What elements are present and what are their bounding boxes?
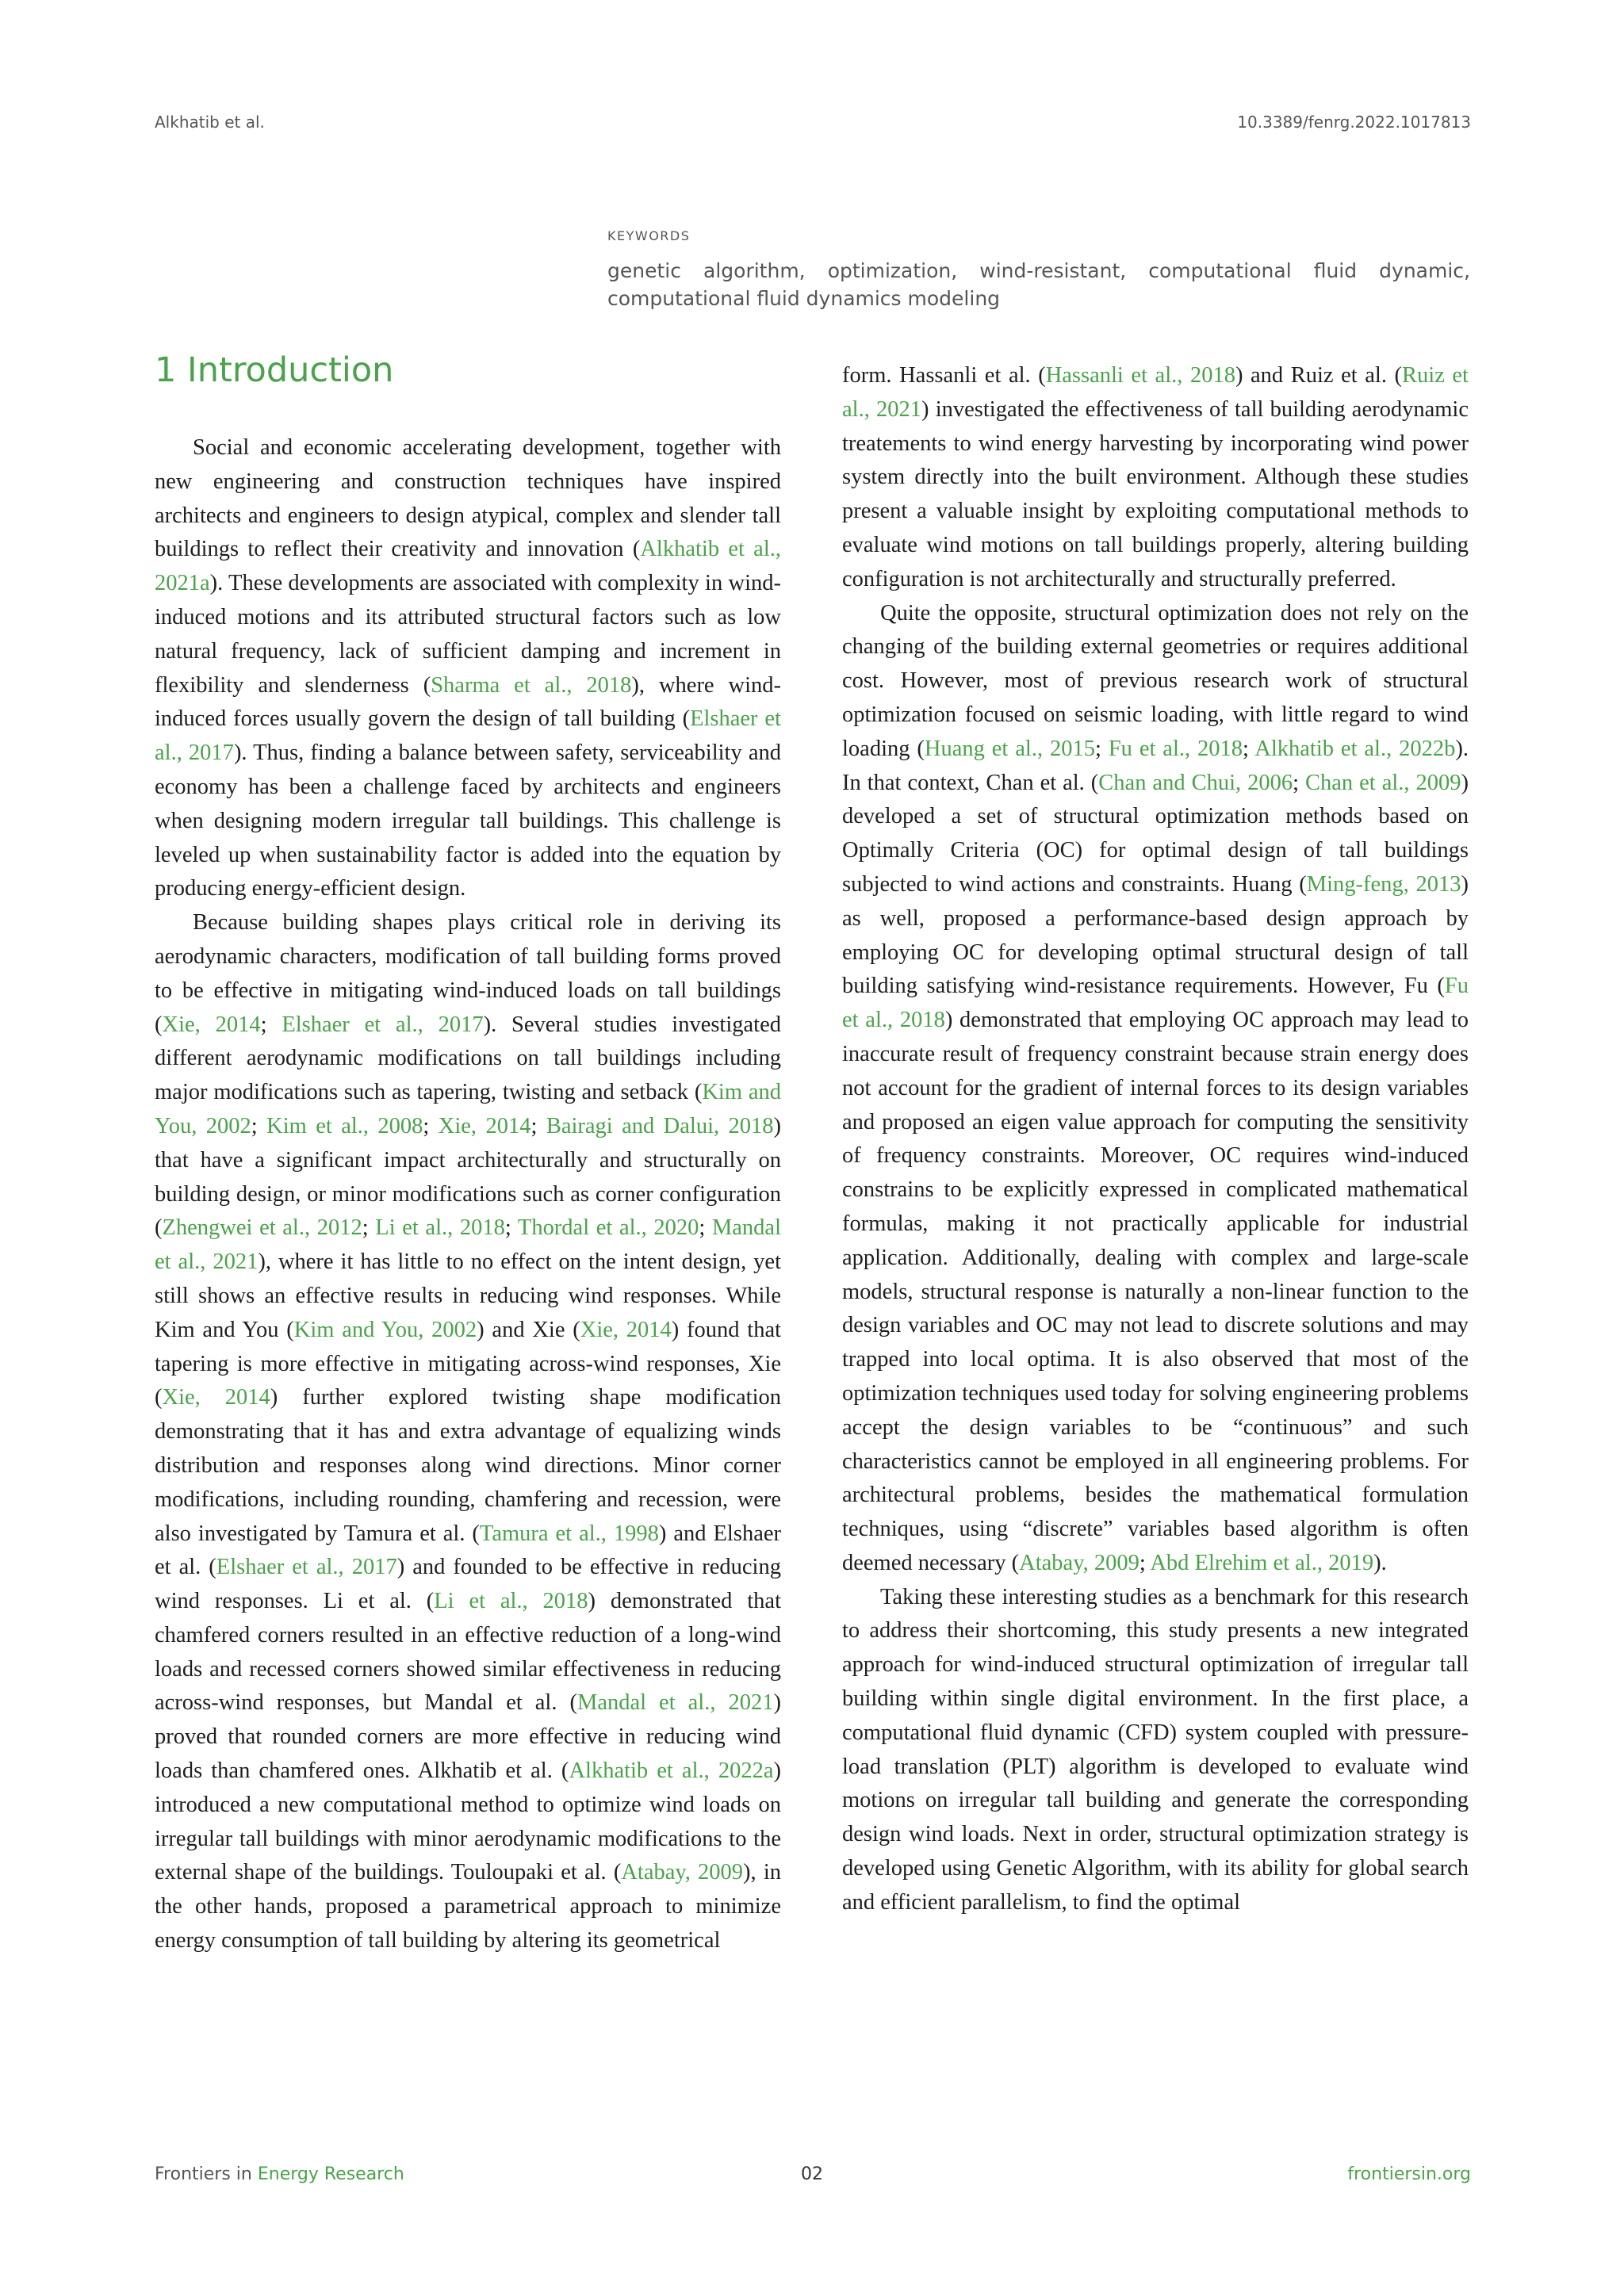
body-text: ; — [504, 1215, 518, 1241]
body-text: ). Several studies investigated different aerodynamic modifications on tall buildings including major modifications such as tapering, twisting and setback ( — [155, 1012, 781, 1105]
body-text: ). — [1373, 1550, 1387, 1575]
citation-link[interactable]: Kim et al., 2008 — [266, 1113, 423, 1138]
body-text: ; — [423, 1113, 439, 1138]
citation-link[interactable]: Chan and Chui, 2006 — [1098, 770, 1293, 795]
body-text: ), where wind-induced forces usually govern the design of tall building ( — [155, 672, 781, 732]
body-text: ) introduced a new computational method to optimize wind loads on irregular tall buildings with minor aerodynamic modifications to the external shape of the buildings. Touloupaki et al. ( — [155, 1758, 781, 1885]
citation-link[interactable]: Elshaer et al., 2017 — [155, 706, 781, 766]
citation-link[interactable]: Xie, 2014 — [580, 1317, 672, 1342]
citation-link[interactable]: Hassanli et al., 2018 — [1045, 363, 1235, 388]
citation-link[interactable]: Atabay, 2009 — [621, 1860, 744, 1885]
body-text: ) investigated the effectiveness of tall building aerodynamic treatements to wind energy harvesting by incorporating wind power system directly into the built environment. Although these studies present a valuable insight by exploiting computational methods to evaluate wind motions on tall buildings properly, altering building configuration is not architecturally and structurally preferred. — [842, 396, 1469, 591]
body-text: Quite the opposite, structural optimization does not rely on the changing of the building external geometries or requires additional cost. However, most of previous research work of structural optimization focused on seismic loading, with little regard to wind loading ( — [842, 600, 1469, 761]
body-text: ) developed a set of structural optimization methods based on Optimally Criteria (OC) for optimal design of tall buildings subjected to wind actions and constraints. Huang ( — [842, 770, 1469, 897]
citation-link[interactable]: Zhengwei et al., 2012 — [162, 1215, 362, 1241]
left-column — [155, 350, 781, 1958]
citation-link[interactable]: Mandal et al., 2021 — [155, 1215, 781, 1275]
citation-link[interactable]: Xie, 2014 — [162, 1385, 270, 1410]
citation-link[interactable]: Alkhatib et al., 2021a — [155, 537, 781, 596]
paragraph — [842, 597, 1469, 1581]
citation-link[interactable]: Fu et al., 2018 — [842, 974, 1469, 1033]
paragraph — [155, 431, 781, 906]
page-number: 02 — [801, 2164, 823, 2184]
body-text: ; — [1139, 1550, 1151, 1575]
body-text: ; — [1094, 736, 1109, 761]
paragraph — [842, 359, 1469, 597]
footer-journal-name[interactable]: Energy Research — [257, 2164, 404, 2184]
citation-link[interactable]: Kim and You, 2002 — [155, 1080, 781, 1138]
citation-link[interactable]: Li et al., 2018 — [434, 1589, 588, 1614]
body-text: ) proved that rounded corners are more effective in reducing wind loads than chamfered ones. Alkhatib et al. ( — [155, 1690, 781, 1784]
citation-link[interactable]: Ruiz et al., 2021 — [842, 363, 1469, 422]
body-text: ) demonstrated that employing OC approach may lead to inaccurate result of frequency constraint because strain energy does not account for the gradient of internal forces to its design variables and proposed an eigen value approach for computing the sensitivity of frequency constraints. Moreover, OC requires wind-induced constrains to be explicitly expressed in complicated mathematical formulas, making it not practically applicable for industrial application. Additionally, dealing with complex and large-scale models, structural response is naturally a non-linear function to the design variables and OC may not lead to discrete solutions and may trapped into local optima. It is also observed that most of the optimization techniques used today for solving engineering problems accept the design variables to be “continuous” and such characteristics cannot be employed in all engineering problems. For architectural problems, besides the mathematical formulation techniques, using “discrete” variables based algorithm is often deemed necessary ( — [842, 1008, 1469, 1575]
citation-link[interactable]: Mandal et al., 2021 — [576, 1690, 774, 1716]
citation-link[interactable]: Atabay, 2009 — [1019, 1550, 1139, 1575]
body-text: ; — [1243, 736, 1255, 761]
body-text: ) that have a significant impact architecturally and structurally on building design, or minor modifications such as corner configuration ( — [155, 1113, 782, 1241]
body-text: ). These developments are associated with complexity in wind-induced motions and its attributed structural factors such as low natural frequency, lack of sufficient damping and increment in flexibility and slenderness ( — [155, 571, 781, 698]
body-text: ; — [1293, 770, 1306, 795]
body-text: ) and Elshaer et al. ( — [155, 1521, 781, 1580]
body-text: Taking these interesting studies as a benchmark for this research to address their shortcoming, this study presents a new integrated approach for wind-induced structural optimization of irregular tall building within single digital environment. In the first place, a computational fluid dynamic (CFD) system coupled with pressure-load translation (PLT) algorithm is developed to evaluate wind motions on irregular tall building and generate the corresponding design wind loads. Next in order, structural optimization strategy is developed using Genetic Algorithm, with its ability for global search and efficient parallelism, to find the optimal — [842, 1584, 1469, 1915]
citation-link[interactable]: Thordal et al., 2020 — [517, 1215, 699, 1241]
citation-link[interactable]: Fu et al., 2018 — [1108, 736, 1243, 761]
citation-link[interactable]: Abd Elrehim et al., 2019 — [1150, 1550, 1374, 1575]
citation-link[interactable]: Alkhatib et al., 2022a — [569, 1758, 774, 1784]
body-text: ; — [699, 1215, 712, 1241]
citation-link[interactable]: Tamura et al., 1998 — [479, 1521, 659, 1546]
citation-link[interactable]: Alkhatib et al., 2022b — [1254, 736, 1456, 761]
paragraph — [155, 906, 781, 1958]
keywords-label: KEYWORDS — [607, 228, 691, 243]
citation-link[interactable]: Huang et al., 2015 — [924, 736, 1095, 761]
body-text: ). In that context, Chan et al. ( — [842, 736, 1469, 795]
body-text: ) and Xie ( — [477, 1317, 580, 1342]
running-header-authors: Alkhatib et al. — [155, 113, 265, 132]
footer-journal — [155, 2164, 404, 2184]
keywords-text: genetic algorithm, optimization, wind-resistant, computational fluid dynamic, computational fluid dynamics modeling — [607, 259, 1470, 310]
footer-site-link[interactable]: frontiersin.org — [1347, 2164, 1471, 2184]
citation-link[interactable]: Chan et al., 2009 — [1305, 770, 1461, 795]
body-text: form. Hassanli et al. ( — [842, 363, 1046, 388]
section-title: 1 Introduction — [155, 350, 394, 390]
body-text: ). Thus, finding a balance between safety, serviceability and economy has been a challenge faced by architects and engineers when designing modern irregular tall buildings. This challenge is leveled up when sustainability factor is added into the equation by producing energy-efficient design. — [155, 740, 781, 901]
body-text: ) and Ruiz et al. ( — [1235, 363, 1403, 388]
body-text: Social and economic accelerating development, together with new engineering and construction techniques have inspired architects and engineers to design atypical, complex and slender tall buildings to reflect their creativity and innovation ( — [155, 435, 781, 562]
body-text: ) demonstrated that chamfered corners resulted in an effective reduction of a long-wind loads and recessed corners showed similar effectiveness in reducing across-wind responses, but Mandal et al. ( — [155, 1589, 781, 1716]
body-text: ) and founded to be effective in reducing wind responses. Li et al. ( — [155, 1555, 781, 1614]
body-text: ; — [362, 1215, 376, 1241]
body-text: Because building shapes plays critical role in deriving its aerodynamic characters, modification of tall building forms proved to be effective in mitigating wind-induced loads on tall buildings ( — [155, 910, 781, 1037]
body-text: ; — [251, 1113, 267, 1138]
citation-link[interactable]: Kim and You, 2002 — [293, 1317, 477, 1342]
citation-link[interactable]: Bairagi and Dalui, 2018 — [546, 1113, 774, 1138]
citation-link[interactable]: Elshaer et al., 2017 — [282, 1012, 484, 1037]
body-text: ; — [260, 1012, 282, 1037]
body-text: ) further explored twisting shape modification demonstrating that it has and extra advantage of equalizing winds distribution and responses along wind directions. Minor corner modifications, including rounding, chamfering and recession, were also investigated by Tamura et al. ( — [155, 1385, 781, 1546]
citation-link[interactable]: Sharma et al., 2018 — [431, 672, 632, 698]
body-text: ; — [530, 1113, 546, 1138]
footer-journal-prefix: Frontiers in — [155, 2164, 258, 2184]
paragraph — [842, 1581, 1469, 1920]
citation-link[interactable]: Li et al., 2018 — [375, 1215, 505, 1241]
citation-link[interactable]: Elshaer et al., 2017 — [216, 1555, 397, 1580]
body-text: ) found that tapering is more effective in mitigating across-wind responses, Xie ( — [155, 1317, 782, 1410]
body-text: ) as well, proposed a performance-based design approach by employing OC for developing optimal structural design of tall building satisfying wind-resistance requirements. However, Fu ( — [842, 871, 1469, 999]
citation-link[interactable]: Xie, 2014 — [438, 1113, 531, 1138]
body-text: ), where it has little to no effect on the intent design, yet still shows an effective results in reducing wind responses. While Kim and You ( — [155, 1249, 781, 1342]
body-text: ), in the other hands, proposed a parametrical approach to minimize energy consumption of tall building by altering its geometrical — [155, 1860, 781, 1954]
citation-link[interactable]: Xie, 2014 — [162, 1012, 261, 1037]
right-column — [842, 359, 1469, 1920]
running-header-doi[interactable]: 10.3389/fenrg.2022.1017813 — [1237, 113, 1471, 132]
citation-link[interactable]: Ming-feng, 2013 — [1306, 871, 1461, 897]
